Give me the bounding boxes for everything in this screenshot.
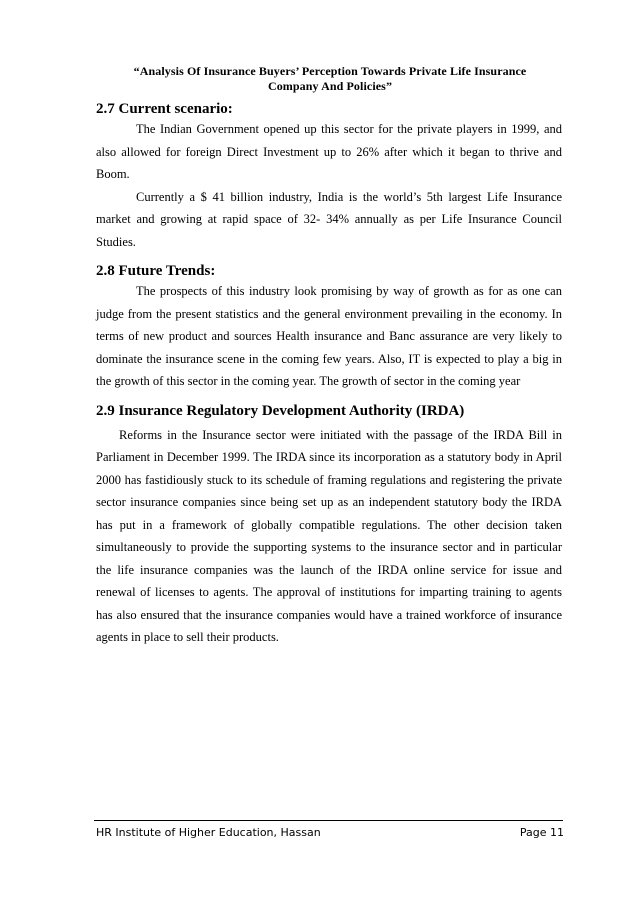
page-number: Page 11 — [519, 826, 564, 839]
page-footer — [96, 826, 564, 840]
section-heading-future-trends: 2.8 Future Trends: — [96, 263, 216, 279]
header-line-1: “Analysis Of Insurance Buyers’ Perception Towards Private Life Insurance — [133, 64, 527, 78]
section-heading-irda: 2.9 Insurance Regulatory Development Authority (IRDA) — [96, 402, 465, 419]
running-header — [96, 64, 564, 94]
footer-divider — [94, 820, 563, 821]
paragraph: Reforms in the Insurance sector were initiated with the passage of the IRDA Bill in Parliament in December 1999. The IRDA since its incorporation as a statutory body in April 2000 has fastidiously stuck to its schedule of framing regulations and registering the private sector insurance companies since being set up as an independent statutory body the IRDA has put in a framework of globally compatible regulations. The other decision taken simultaneously to provide the supporting systems to the insurance sector and in particular the life insurance companies was the launch of the IRDA online service for issue and renewal of licenses to agents. The approval of institutions for imparting training to agents has also ensured that the insurance companies would have a trained workforce of insurance agents in place to sell their products. — [96, 427, 562, 644]
header-line-2: Company And Policies” — [267, 79, 393, 93]
page-body — [96, 100, 562, 649]
footer-institution: HR Institute of Higher Education, Hassan — [96, 826, 321, 839]
paragraph: Currently a $ 41 billion industry, India is the world’s 5th largest Life Insurance market and growing at rapid space of 32- 34% annually as per Life Insurance Council Studies. — [96, 189, 562, 249]
section-heading-current-scenario: 2.7 Current scenario: — [96, 101, 233, 117]
paragraph: The prospects of this industry look promising by way of growth as for as one can judge from the present statistics and the general environment prevailing in the economy. In terms of new product and sources Health insurance and Banc assurance are very likely to dominate the insurance scene in the coming few years. Also, IT is expected to play a big in the growth of this sector in the coming year. The growth of sector in the coming year — [96, 284, 562, 388]
paragraph: The Indian Government opened up this sector for the private players in 1999, and also allowed for foreign Direct Investment up to 26% after which it began to thrive and Boom. — [96, 122, 562, 181]
